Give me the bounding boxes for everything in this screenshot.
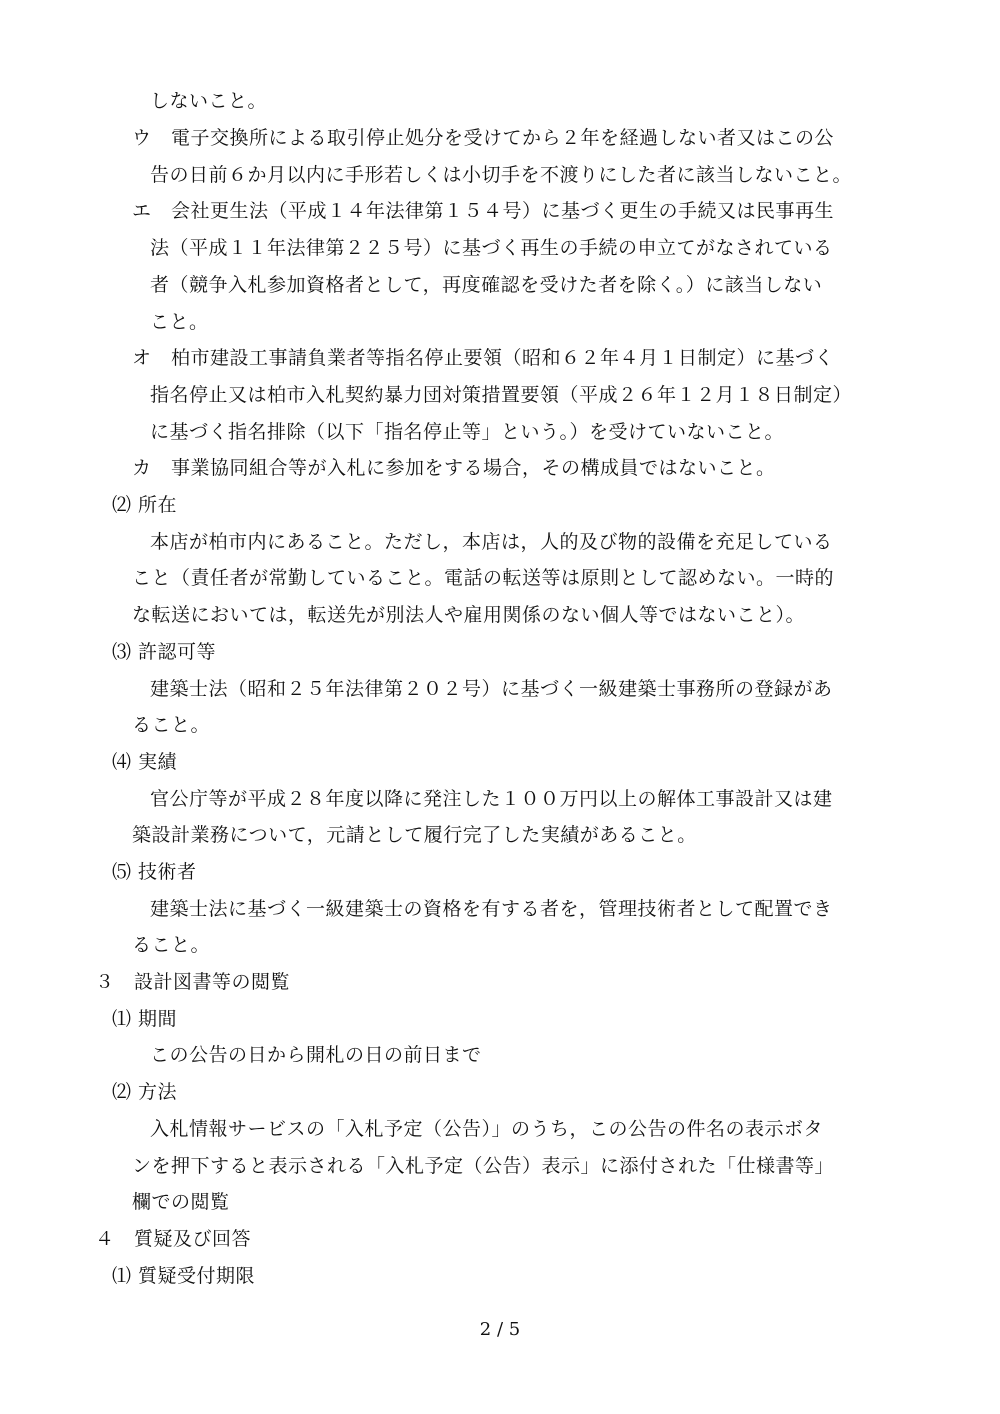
text-line: 入札情報サービスの「入札予定（公告）」のうち，この公告の件名の表示ボタ xyxy=(150,1118,824,1140)
text-line: 本店が柏市内にあること。ただし，本店は，人的及び物的設備を充足している xyxy=(150,531,833,553)
text-line: しないこと。 xyxy=(150,90,268,112)
text-line: な転送においては，転送先が別法人や雇用関係のない個人等ではないこと）。 xyxy=(132,604,806,626)
text-line: 建築士法に基づく一級建築士の資格を有する者を，管理技術者として配置でき xyxy=(150,898,833,920)
text-line: ること。 xyxy=(132,934,211,956)
text-line: こと。 xyxy=(150,311,209,333)
text-line: 欄での閲覧 xyxy=(132,1191,230,1213)
text-line: ウ 電子交換所による取引停止処分を受けてから２年を経過しない者又はこの公 xyxy=(132,127,835,149)
page-number: 2 / 5 xyxy=(479,1319,521,1340)
text-line: 官公庁等が平成２８年度以降に発注した１００万円以上の解体工事設計又は建 xyxy=(150,788,833,810)
text-line: この公告の日から開札の日の前日まで xyxy=(150,1044,482,1066)
section-heading: ⑸ 技術者 xyxy=(112,861,197,883)
text-line: 指名停止又は柏市入札契約暴力団対策措置要領（平成２６年１２月１８日制定） xyxy=(150,384,853,406)
section-heading: ⑵ 所在 xyxy=(112,494,178,516)
text-line: ンを押下すると表示される「入札予定（公告）表示」に添付された「仕様書等」 xyxy=(132,1155,835,1177)
chapter-heading: ４ 質疑及び回答 xyxy=(95,1228,252,1250)
text-line: 告の日前６か月以内に手形若しくは小切手を不渡りにした者に該当しないこと。 xyxy=(150,164,853,186)
section-heading: ⑷ 実績 xyxy=(112,751,178,773)
text-line: 法（平成１１年法律第２２５号）に基づく再生の手続の申立てがなされている xyxy=(150,237,833,259)
section-heading: ⑵ 方法 xyxy=(112,1081,178,1103)
section-heading: ⑴ 質疑受付期限 xyxy=(112,1265,256,1287)
text-line: に基づく指名排除（以下「指名停止等」という。）を受けていないこと。 xyxy=(150,421,785,443)
text-line: オ 柏市建設工事請負業者等指名停止要領（昭和６２年４月１日制定）に基づく xyxy=(132,347,835,369)
text-line: こと（責任者が常勤していること。電話の転送等は原則として認めない。一時的 xyxy=(132,567,835,589)
text-line: カ 事業協同組合等が入札に参加をする場合，その構成員ではないこと。 xyxy=(132,457,776,479)
text-line: 建築士法（昭和２５年法律第２０２号）に基づく一級建築士事務所の登録があ xyxy=(150,678,833,700)
chapter-heading: ３ 設計図書等の閲覧 xyxy=(95,971,291,993)
text-line: 築設計業務について，元請として履行完了した実績があること。 xyxy=(132,824,697,846)
text-line: エ 会社更生法（平成１４年法律第１５４号）に基づく更生の手続又は民事再生 xyxy=(132,200,835,222)
section-heading: ⑴ 期間 xyxy=(112,1008,178,1030)
section-heading: ⑶ 許認可等 xyxy=(112,641,217,663)
text-line: ること。 xyxy=(132,714,211,736)
text-line: 者（競争入札参加資格者として，再度確認を受けた者を除く。）に該当しない xyxy=(150,274,823,296)
